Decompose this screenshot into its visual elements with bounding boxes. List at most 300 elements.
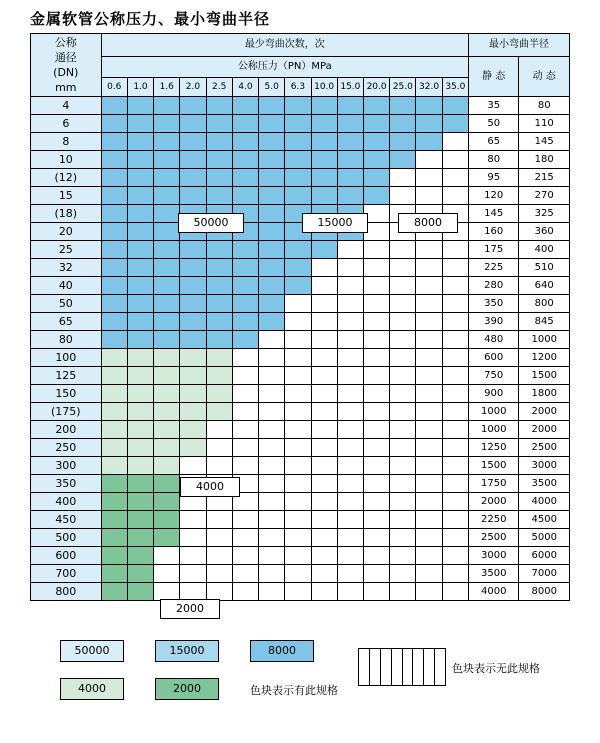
spec-cell [337,457,363,475]
spec-cell [311,313,337,331]
static-radius-cell: 35 [468,97,518,115]
table-row [31,115,570,133]
spec-cell [127,403,153,421]
spec-cell [206,367,232,385]
spec-cell [127,97,153,115]
spec-cell [259,169,285,187]
spec-cell [259,529,285,547]
spec-cell [232,259,258,277]
spec-cell [101,475,127,493]
dynamic-radius-cell: 400 [519,241,570,259]
spec-cell [154,511,180,529]
static-radius-cell: 350 [468,295,518,313]
spec-cell [101,421,127,439]
pressure-col-header: 5.0 [259,78,285,97]
spec-cell [442,367,468,385]
spec-cell [101,223,127,241]
spec-cell [154,403,180,421]
spec-cell [127,295,153,313]
spec-cell [285,277,311,295]
table-row [31,259,570,277]
legend-swatch-8000: 8000 [250,640,314,662]
spec-cell [259,277,285,295]
spec-cell [206,529,232,547]
table-row [31,367,570,385]
spec-cell [311,583,337,601]
spec-cell [285,187,311,205]
dn-cell: 200 [31,421,102,439]
spec-cell [232,241,258,259]
spec-cell [311,115,337,133]
spec-cell [154,493,180,511]
spec-cell [337,439,363,457]
spec-cell [259,205,285,223]
spec-cell [337,133,363,151]
static-radius-cell: 2500 [468,529,518,547]
spec-cell [206,259,232,277]
static-radius-cell: 1750 [468,475,518,493]
spec-cell [154,547,180,565]
spec-cell [232,313,258,331]
spec-cell [232,169,258,187]
spec-cell [363,295,389,313]
spec-cell [337,97,363,115]
spec-cell [390,529,416,547]
spec-cell [337,367,363,385]
pressure-col-header: 1.6 [154,78,180,97]
spec-cell [206,439,232,457]
spec-cell [363,529,389,547]
spec-cell [180,115,206,133]
dn-cell: 50 [31,295,102,313]
spec-cell [285,439,311,457]
spec-cell [337,403,363,421]
spec-cell [206,241,232,259]
spec-cell [259,187,285,205]
dynamic-radius-cell: 1000 [519,331,570,349]
static-radius-cell: 120 [468,187,518,205]
spec-cell [232,511,258,529]
grid-cell [403,649,414,685]
spec-cell [285,403,311,421]
spec-cell [337,547,363,565]
spec-cell [180,367,206,385]
spec-cell [416,115,442,133]
dn-cell: 6 [31,115,102,133]
spec-cell [180,277,206,295]
table-row [31,529,570,547]
spec-cell [232,583,258,601]
spec-cell [127,385,153,403]
spec-cell [442,295,468,313]
spec-cell [416,511,442,529]
spec-cell [101,547,127,565]
spec-cell [180,547,206,565]
spec-cell [363,421,389,439]
spec-cell [363,475,389,493]
spec-cell [442,529,468,547]
spec-cell [285,241,311,259]
spec-cell [154,529,180,547]
spec-cell [390,439,416,457]
dn-cell: 65 [31,313,102,331]
static-radius-cell: 65 [468,133,518,151]
spec-cell [442,313,468,331]
static-radius-cell: 1000 [468,421,518,439]
spec-cell [285,457,311,475]
spec-cell [311,277,337,295]
table-row [31,205,570,223]
spec-cell [127,565,153,583]
spec-cell [259,259,285,277]
spec-cell [337,583,363,601]
dn-cell: (175) [31,403,102,421]
spec-cell [101,529,127,547]
spec-cell [337,385,363,403]
spec-cell [337,511,363,529]
spec-cell [101,241,127,259]
spec-cell [206,385,232,403]
spec-cell [311,349,337,367]
spec-cell [311,403,337,421]
spec-cell [363,115,389,133]
spec-cell [363,97,389,115]
spec-cell [311,511,337,529]
spec-cell [337,349,363,367]
pressure-col-header: 4.0 [232,78,258,97]
spec-cell [232,421,258,439]
table-row [31,241,570,259]
dn-cell: 125 [31,367,102,385]
spec-cell [416,493,442,511]
spec-cell [127,151,153,169]
spec-cell [363,385,389,403]
spec-cell [363,187,389,205]
spec-cell [101,493,127,511]
spec-cell [259,457,285,475]
spec-cell [442,583,468,601]
spec-cell [416,169,442,187]
spec-cell [311,547,337,565]
table-row [31,493,570,511]
spec-cell [259,97,285,115]
spec-cell [154,421,180,439]
dn-cell: 450 [31,511,102,529]
legend-swatch-4000: 4000 [60,678,124,700]
spec-cell [206,169,232,187]
spec-cell [390,241,416,259]
spec-cell [390,547,416,565]
dynamic-radius-cell: 3500 [519,475,570,493]
spec-cell [442,133,468,151]
spec-cell [390,313,416,331]
spec-cell [337,241,363,259]
spec-cell [416,529,442,547]
spec-cell [337,421,363,439]
spec-cell [154,367,180,385]
value-callout: 8000 [398,213,458,233]
spec-cell [127,529,153,547]
table-row [31,169,570,187]
spec-cell [337,169,363,187]
spec-cell [154,133,180,151]
spec-cell [101,565,127,583]
spec-cell [337,529,363,547]
spec-cell [311,439,337,457]
static-radius-cell: 600 [468,349,518,367]
dn-cell: 20 [31,223,102,241]
spec-cell [127,187,153,205]
spec-cell [259,439,285,457]
pressure-col-header: 25.0 [390,78,416,97]
dynamic-radius-cell: 2000 [519,421,570,439]
spec-cell [390,133,416,151]
spec-cell [416,187,442,205]
spec-cell [363,169,389,187]
spec-cell [206,511,232,529]
value-callout: 50000 [178,213,244,233]
spec-cell [180,97,206,115]
spec-cell [442,511,468,529]
spec-cell [416,295,442,313]
page-title: 金属软管公称压力、最小弯曲半径 [30,10,271,28]
spec-cell [259,349,285,367]
spec-cell [154,97,180,115]
spec-cell [232,133,258,151]
spec-cell [259,403,285,421]
spec-cell [180,421,206,439]
spec-cell [442,385,468,403]
spec-cell [154,331,180,349]
spec-cell [390,115,416,133]
spec-cell [311,133,337,151]
spec-cell [311,295,337,313]
spec-cell [206,565,232,583]
spec-cell [180,241,206,259]
spec-cell [206,457,232,475]
spec-cell [363,151,389,169]
spec-cell [285,493,311,511]
legend-swatch-2000: 2000 [155,678,219,700]
dn-cell: 15 [31,187,102,205]
dynamic-radius-cell: 4000 [519,493,570,511]
pressure-col-header: 32.0 [416,78,442,97]
spec-cell [416,583,442,601]
spec-cell [180,403,206,421]
dynamic-header: 动 态 [519,57,570,97]
legend-swatch-50000: 50000 [60,640,124,662]
spec-cell [180,295,206,313]
spec-cell [390,277,416,295]
spec-cell [259,583,285,601]
spec-cell [363,349,389,367]
spec-cell [259,115,285,133]
spec-cell [259,295,285,313]
spec-cell [259,547,285,565]
value-callout: 2000 [160,599,220,619]
spec-cell [180,385,206,403]
dn-cell: (18) [31,205,102,223]
dynamic-radius-cell: 1500 [519,367,570,385]
spec-cell [442,493,468,511]
table-row [31,295,570,313]
grid-cell [424,649,435,685]
spec-cell [442,547,468,565]
spec-cell [180,169,206,187]
spec-cell [101,277,127,295]
spec-cell [311,331,337,349]
spec-cell [416,367,442,385]
spec-cell [442,349,468,367]
dn-cell: 25 [31,241,102,259]
spec-cell [259,565,285,583]
spec-cell [127,241,153,259]
spec-cell [232,547,258,565]
spec-cell [390,331,416,349]
spec-cell [285,547,311,565]
spec-cell [101,367,127,385]
spec-cell [127,475,153,493]
spec-cell [416,565,442,583]
min-radius-header: 最小弯曲半径 [468,34,569,57]
spec-cell [127,205,153,223]
static-radius-cell: 900 [468,385,518,403]
spec-cell [127,421,153,439]
spec-cell [127,169,153,187]
spec-cell [285,259,311,277]
spec-cell [363,241,389,259]
grid-cell [413,649,424,685]
pressure-col-header: 10.0 [311,78,337,97]
table-row [31,151,570,169]
spec-cell [206,421,232,439]
spec-cell [154,439,180,457]
hose-spec-table [30,33,570,601]
spec-cell [390,511,416,529]
dn-cell: 100 [31,349,102,367]
table-row [31,457,570,475]
spec-cell [363,259,389,277]
table-row [31,187,570,205]
dynamic-radius-cell: 8000 [519,583,570,601]
spec-cell [101,439,127,457]
spec-cell [259,493,285,511]
spec-cell [206,583,232,601]
spec-cell [232,295,258,313]
grid-cell [370,649,381,685]
spec-cell [416,547,442,565]
spec-cell [232,457,258,475]
dynamic-radius-cell: 3000 [519,457,570,475]
spec-cell [232,115,258,133]
spec-cell [363,511,389,529]
spec-cell [416,241,442,259]
spec-cell [154,457,180,475]
spec-cell [337,187,363,205]
spec-cell [154,187,180,205]
spec-cell [311,565,337,583]
table-row [31,133,570,151]
spec-cell [180,133,206,151]
spec-cell [154,277,180,295]
pressure-col-header: 6.3 [285,78,311,97]
spec-cell [285,349,311,367]
spec-cell [311,259,337,277]
spec-cell [127,313,153,331]
dynamic-radius-cell: 215 [519,169,570,187]
table-row [31,97,570,115]
spec-cell [154,205,180,223]
spec-cell [154,385,180,403]
spec-cell [101,295,127,313]
static-radius-cell: 280 [468,277,518,295]
spec-cell [442,241,468,259]
spec-cell [101,511,127,529]
spec-cell [390,403,416,421]
spec-cell [363,313,389,331]
spec-cell [416,421,442,439]
dn-cell: 350 [31,475,102,493]
legend-note-no-spec: 色块表示无此规格 [452,662,540,675]
spec-cell [416,133,442,151]
spec-cell [180,529,206,547]
spec-cell [259,241,285,259]
spec-cell [127,583,153,601]
spec-cell [442,565,468,583]
spec-cell [285,385,311,403]
spec-cell [232,385,258,403]
table-row [31,403,570,421]
spec-cell [180,151,206,169]
spec-cell [285,367,311,385]
dn-header-line-1: 公称 [54,36,77,49]
spec-cell [232,349,258,367]
dynamic-radius-cell: 2000 [519,403,570,421]
static-radius-cell: 225 [468,259,518,277]
spec-cell [390,367,416,385]
spec-cell [337,565,363,583]
pressure-col-header: 35.0 [442,78,468,97]
spec-cell [442,403,468,421]
spec-cell [101,151,127,169]
spec-cell [127,457,153,475]
spec-cell [154,259,180,277]
spec-cell [232,151,258,169]
table-row [31,277,570,295]
dynamic-radius-cell: 110 [519,115,570,133]
spec-cell [154,565,180,583]
spec-cell [390,457,416,475]
spec-cell [101,133,127,151]
spec-cell [101,205,127,223]
spec-cell [154,475,180,493]
dn-cell: 40 [31,277,102,295]
static-radius-cell: 1500 [468,457,518,475]
dn-header-line-2: 通径 [54,51,77,64]
spec-cell [127,133,153,151]
spec-cell [285,475,311,493]
legend-note-has-spec: 色块表示有此规格 [250,684,338,697]
spec-cell [390,259,416,277]
spec-cell [337,475,363,493]
table-row [31,349,570,367]
spec-cell [337,277,363,295]
spec-cell [101,385,127,403]
spec-cell [442,97,468,115]
dynamic-radius-cell: 510 [519,259,570,277]
pressure-col-header: 20.0 [363,78,389,97]
spec-cell [311,151,337,169]
